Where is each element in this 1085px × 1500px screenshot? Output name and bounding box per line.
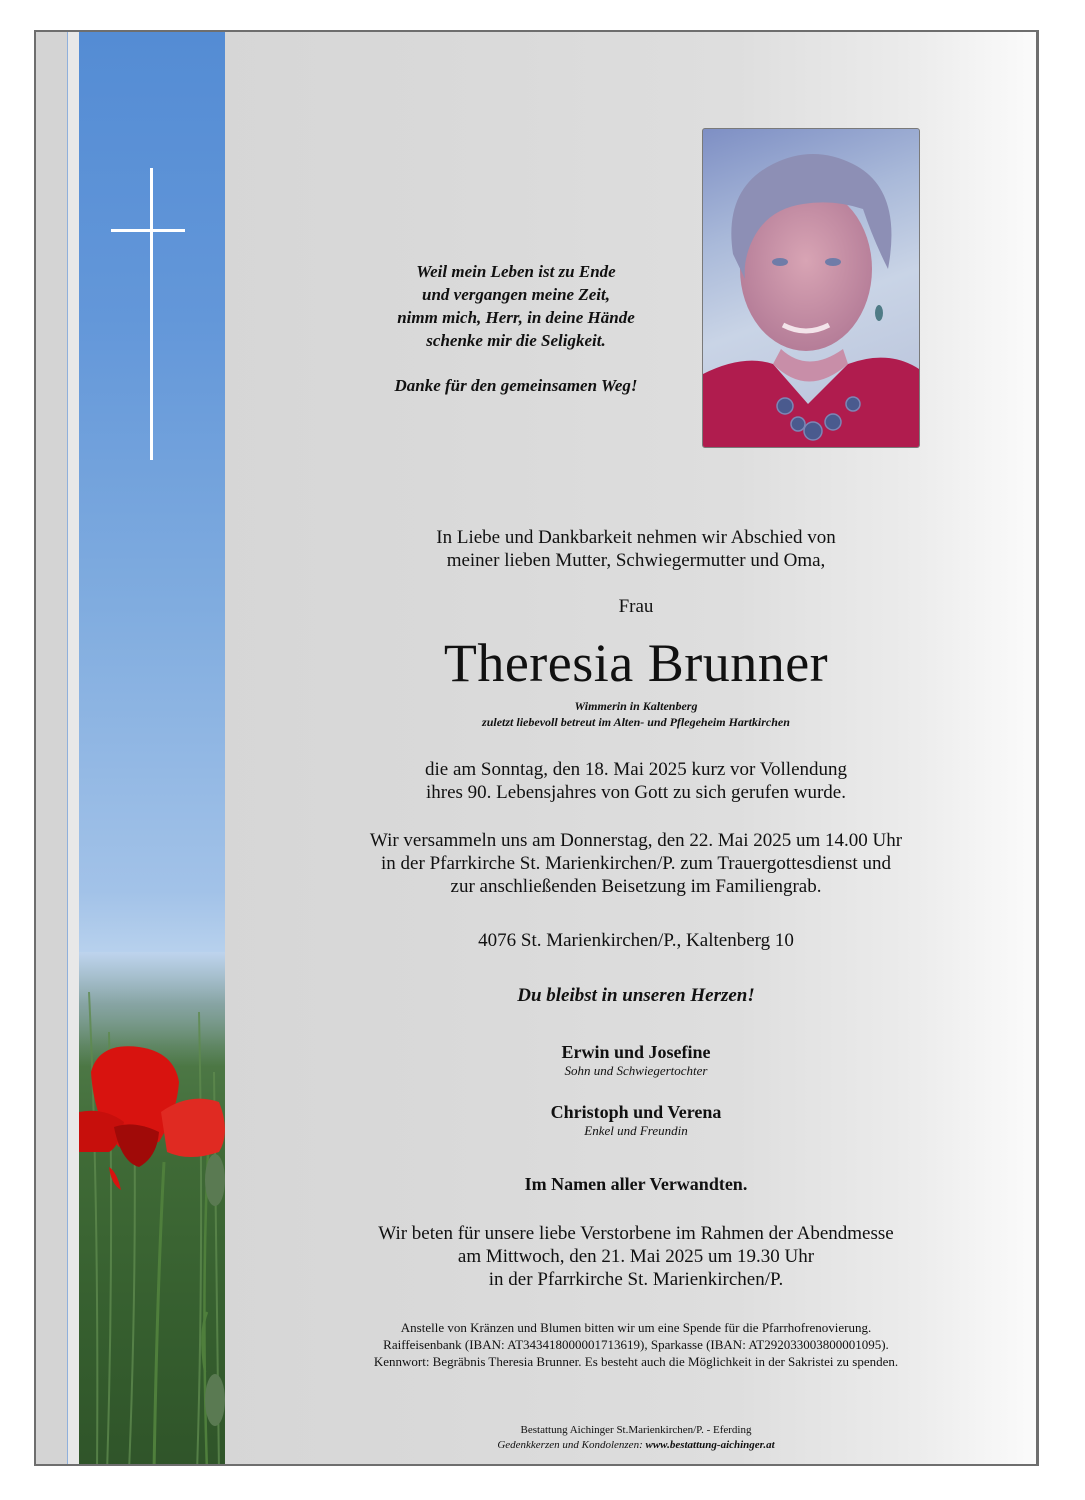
mourner-name: Christoph und Verena xyxy=(550,1102,722,1122)
donation-info xyxy=(286,1319,986,1370)
death-notice xyxy=(286,758,986,804)
prayer-line: in der Pfarrkirche St. Marienkirchen/P. xyxy=(488,1269,784,1290)
motto: Du bleibst in unseren Herzen! xyxy=(517,985,755,1006)
deceased-name: Theresia Brunner xyxy=(443,633,829,693)
funeral-company: Bestattung Aichinger St.Marienkirchen/P. - Eferding xyxy=(520,1424,752,1436)
mourner-relation: Enkel und Freundin xyxy=(584,1123,688,1138)
poppy-flower xyxy=(79,1046,225,1190)
cross-icon xyxy=(150,168,153,460)
cross-icon-beam xyxy=(111,229,185,232)
condolence-label: Gedenkkerzen und Kondolenzen: xyxy=(497,1439,643,1451)
prayer-line: Wir beten für unsere liebe Verstorbene im Rahmen der Abendmesse xyxy=(378,1223,894,1244)
death-notice-line: ihres 90. Lebensjahres von Gott zu sich gerufen wurde. xyxy=(426,782,846,803)
poem-thanks: Danke für den gemeinsamen Weg! xyxy=(394,376,638,395)
mourner-name: Erwin und Josefine xyxy=(561,1042,711,1062)
deceased-subtitle: zuletzt liebevoll betreut im Alten- und Pflegeheim Hartkirchen xyxy=(482,715,790,729)
poem-line: nimm mich, Herr, in deine Hände xyxy=(397,308,635,327)
intro-line: In Liebe und Dankbarkeit nehmen wir Abschied von xyxy=(436,527,836,548)
poem-block xyxy=(306,260,726,397)
website-link[interactable]: www.bestattung-aichinger.at xyxy=(645,1439,775,1451)
poem-line: und vergangen meine Zeit, xyxy=(422,285,610,304)
poppy-meadow-image xyxy=(79,952,225,1464)
poem-line: schenke mir die Seligkeit. xyxy=(426,331,606,350)
intro-block xyxy=(286,526,986,572)
poppy-bud-2 xyxy=(205,1374,225,1426)
portrait-photo xyxy=(702,128,920,448)
funeral-line: zur anschließenden Beisetzung im Familiengrab. xyxy=(450,876,822,897)
relatives-note: Im Namen aller Verwandten. xyxy=(524,1174,748,1194)
poppy-bud xyxy=(205,1154,225,1206)
obituary-card xyxy=(34,30,1039,1466)
donation-line: Anstelle von Kränzen und Blumen bitten wir um eine Spende für die Pfarrhofrenovierung. xyxy=(400,1320,872,1335)
address: 4076 St. Marienkirchen/P., Kaltenberg 10 xyxy=(478,930,794,951)
donation-line: Kennwort: Begräbnis Theresia Brunner. Es besteht auch die Möglichkeit in der Sakristei zu spenden. xyxy=(373,1354,899,1369)
salutation: Frau xyxy=(618,596,654,617)
decorative-strip xyxy=(79,32,225,1464)
mourner-entry xyxy=(286,1041,986,1079)
donation-line: Raiffeisenbank (IBAN: AT343418000001713619), Sparkasse (IBAN: AT292033003800001095). xyxy=(383,1337,889,1352)
poppy-stem xyxy=(154,1162,164,1464)
death-notice-line: die am Sonntag, den 18. Mai 2025 kurz vor Vollendung xyxy=(425,759,847,780)
prayer-line: am Mittwoch, den 21. Mai 2025 um 19.30 Uhr xyxy=(457,1246,815,1267)
poem-line: Weil mein Leben ist zu Ende xyxy=(416,262,616,281)
mourner-relation: Sohn und Schwiegertochter xyxy=(564,1063,708,1078)
footer xyxy=(286,1423,986,1453)
mourner-entry xyxy=(286,1101,986,1139)
prayer-info xyxy=(286,1222,986,1291)
funeral-info xyxy=(286,829,986,898)
funeral-line: in der Pfarrkirche St. Marienkirchen/P. zum Trauergottesdienst und xyxy=(381,853,891,874)
condolence-line xyxy=(286,1438,986,1453)
intro-line: meiner lieben Mutter, Schwiegermutter und Oma, xyxy=(446,550,826,571)
deceased-subtitle: Wimmerin in Kaltenberg xyxy=(574,699,698,713)
deceased-subtitle-block xyxy=(286,698,986,730)
funeral-line: Wir versammeln uns am Donnerstag, den 22. Mai 2025 um 14.00 Uhr xyxy=(369,830,903,851)
